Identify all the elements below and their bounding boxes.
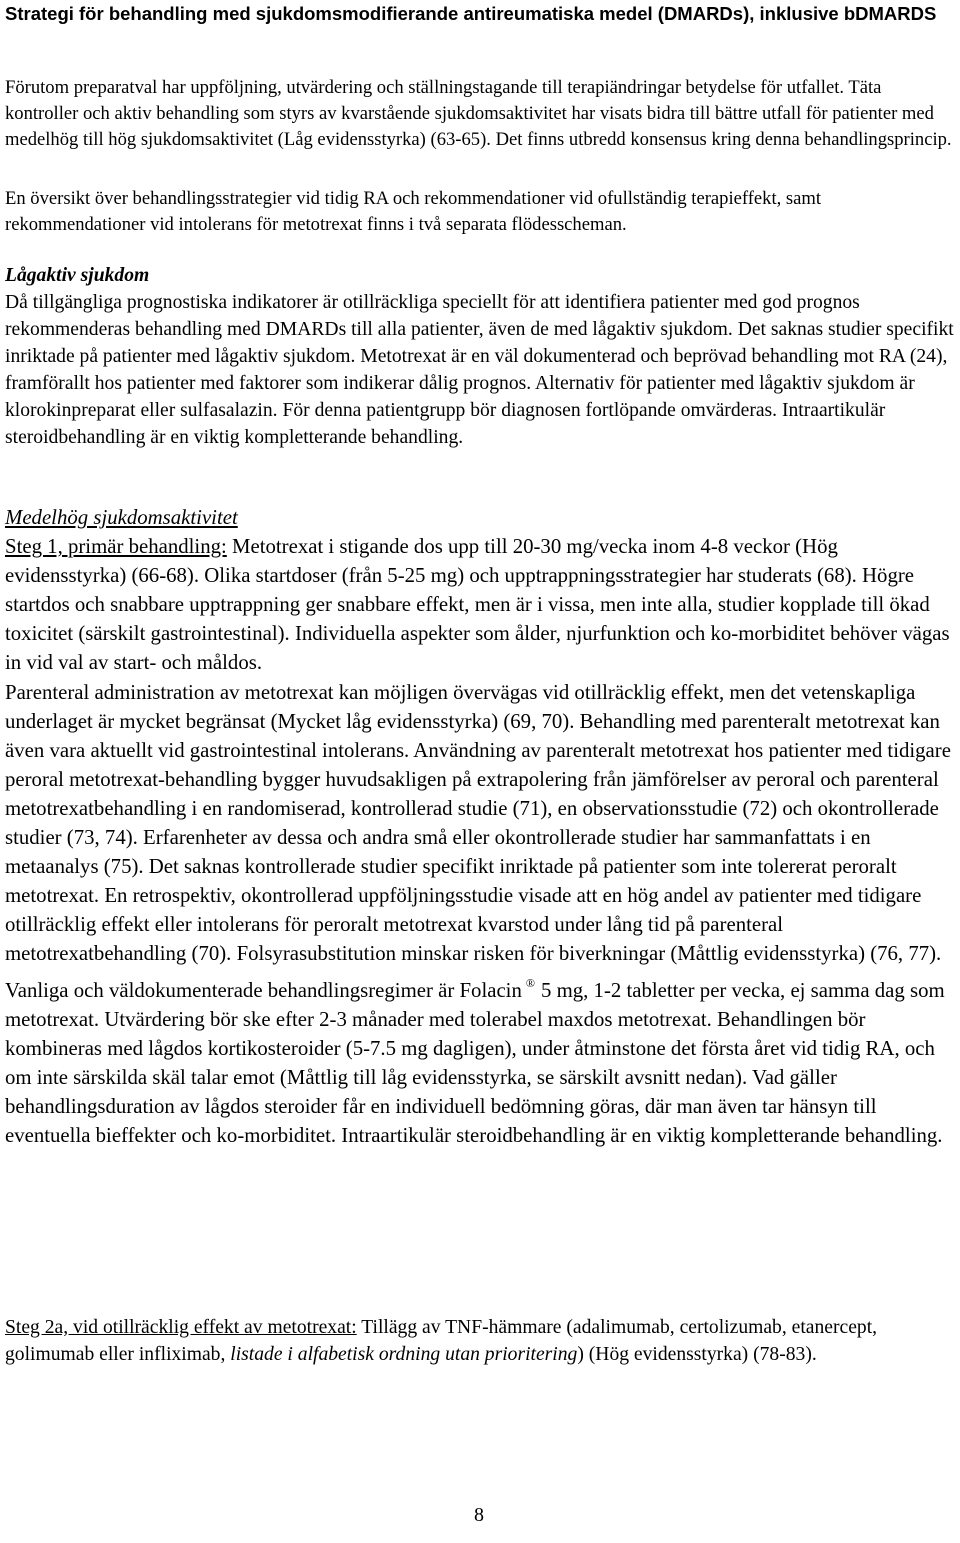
step2a-paragraph (5, 1314, 957, 1368)
step1-label: Steg 1, primär behandling: (5, 535, 227, 559)
section-heading: Strategi för behandling med sjukdomsmodifierande antireumatiska medel (DMARDs), inklusive bDMARDS (5, 3, 937, 24)
registered-mark: ® (525, 975, 535, 990)
step2a-label: Steg 2a, vid otillräcklig effekt av metotrexat: (5, 1317, 357, 1338)
low-activity-title: Lågaktiv sjukdom (5, 265, 150, 286)
low-activity-body: Då tillgängliga prognostiska indikatorer är otillräckliga speciellt för att identifiera patienter med god prognos rekommenderas behandling med DMARDs till alla patienter, även de med lågaktiv sjukdom. Det saknas studier specifikt inriktade på patienter med lågaktiv sjukdom. Metotrexat är en väl dokumenterad och beprövad behandling mot RA (24), framförallt hos patienter med faktorer som indikerar dålig prognos. Alternativ för patienter med lågaktiv sjukdom är klorokinpreparat eller sulfasalazin. För denna patientgrupp bör diagnosen fortlöpande omvärderas. Intraartikulär steroidbehandling är en viktig kompletterande behandling. (5, 292, 954, 448)
medium-activity-section (5, 503, 957, 1150)
folacin-paragraph (5, 969, 957, 1151)
folacin-text-before: Vanliga och väldokumenterade behandlingsregimer är Folacin (5, 978, 522, 1002)
step2a-text-italic: listade i alfabetisk ordning utan prioritering (230, 1344, 578, 1365)
step2a-text-after: ) (Hög evidensstyrka) (78-83). (577, 1344, 817, 1365)
step1-text: Metotrexat i stigande dos upp till 20-30 mg/vecka inom 4-8 veckor (Hög evidensstyrka) (66-68). Olika startdoser (från 5-25 mg) och upptrappningsstrategier har studerats (68). Högre startdos och snabbare upptrappning ger snabbare effekt, men är i vissa, men inte alla, studier kopplade till ökad toxicitet (särskilt gastrointestinal). Individuella aspekter som ålder, njurfunktion och ko-morbiditet behöver vägas in vid val av start- och måldos. (5, 535, 950, 675)
medium-activity-title: Medelhög sjukdomsaktivitet (5, 506, 238, 529)
flowchart-reference-paragraph: En översikt över behandlingsstrategier vid tidig RA och rekommendationer vid ofullständig terapieffekt, samt rekommendationer vid intolerans för metotrexat finns i två separata flödesscheman. (5, 188, 822, 235)
step1-paragraph (5, 532, 957, 677)
page-number: 8 (474, 1504, 484, 1526)
low-activity-section (5, 262, 957, 451)
intro-paragraph: Förutom preparatval har uppföljning, utvärdering och ställningstagande till terapiändringar betydelse för utfallet. Täta kontroller och aktiv behandling som styrs av kvarstående sjukdomsaktivitet har visats bidra till bättre utfall för patienter med medelhög till hög sjukdomsaktivitet (Låg evidensstyrka) (63-65). Det finns utbredd konsensus kring denna behandlingsprincip. (5, 77, 952, 150)
step2a-text-before: Tillägg av TNF-hämmare (adalimumab, certolizumab, etanercept, golimumab eller infliximab, (5, 1317, 878, 1365)
parenteral-paragraph: Parenteral administration av metotrexat kan möjligen övervägas vid otillräcklig effekt, men det vetenskapliga underlaget är mycket begränsat (Mycket låg evidensstyrka) (69, 70). Behandling med parenteralt metotrexat kan även vara aktuellt vid gastrointestinal intolerans. Användning av parenteralt metotrexat hos patienter med tidigare peroral metotrexat-behandling bygger huvudsakligen på extrapolering från jämförelser av peroral och parenteral metotrexatbehandling i en randomiserad, kontrollerad studie (71), en observationsstudie (72) och okontrollerade studier (73, 74). Erfarenheter av dessa och andra små eller okontrollerade studier har sammanfattats i en metaanalys (75). Det saknas kontrollerade studier specifikt inriktade på patienter som inte tolererat peroralt metotrexat. En retrospektiv, okontrollerad uppföljningsstudie visade att en hög andel av patienter med tidigare otillräcklig effekt eller intolerans för peroralt metotrexat kvarstod under lång tid på parenteral metotrexatbehandling (70). Folsyrasubstitution minskar risken för biverkningar (Måttlig evidensstyrka) (76, 77). (5, 680, 951, 966)
step2a-section (5, 1314, 957, 1368)
folacin-text-after: 5 mg, 1-2 tabletter per vecka, ej samma dag som metotrexat. Utvärdering bör ske efter 2-3 månader med tolerabel maxdos metotrexat. Behandlingen bör kombineras med lågdos kortikosteroider (5-7.5 mg dagligen), under åtminstone det första året vid tidig RA, och om inte särskilda skäl talar emot (Måttlig till låg evidensstyrka, se särskilt avsnitt nedan). Vad gäller behandlingsduration av lågdos steroider får en individuell bedömning göras, där man även tar hänsyn till eventuella bieffekter och ko-morbiditet. Intraartikulär steroidbehandling är en viktig kompletterande behandling. (5, 978, 945, 1147)
